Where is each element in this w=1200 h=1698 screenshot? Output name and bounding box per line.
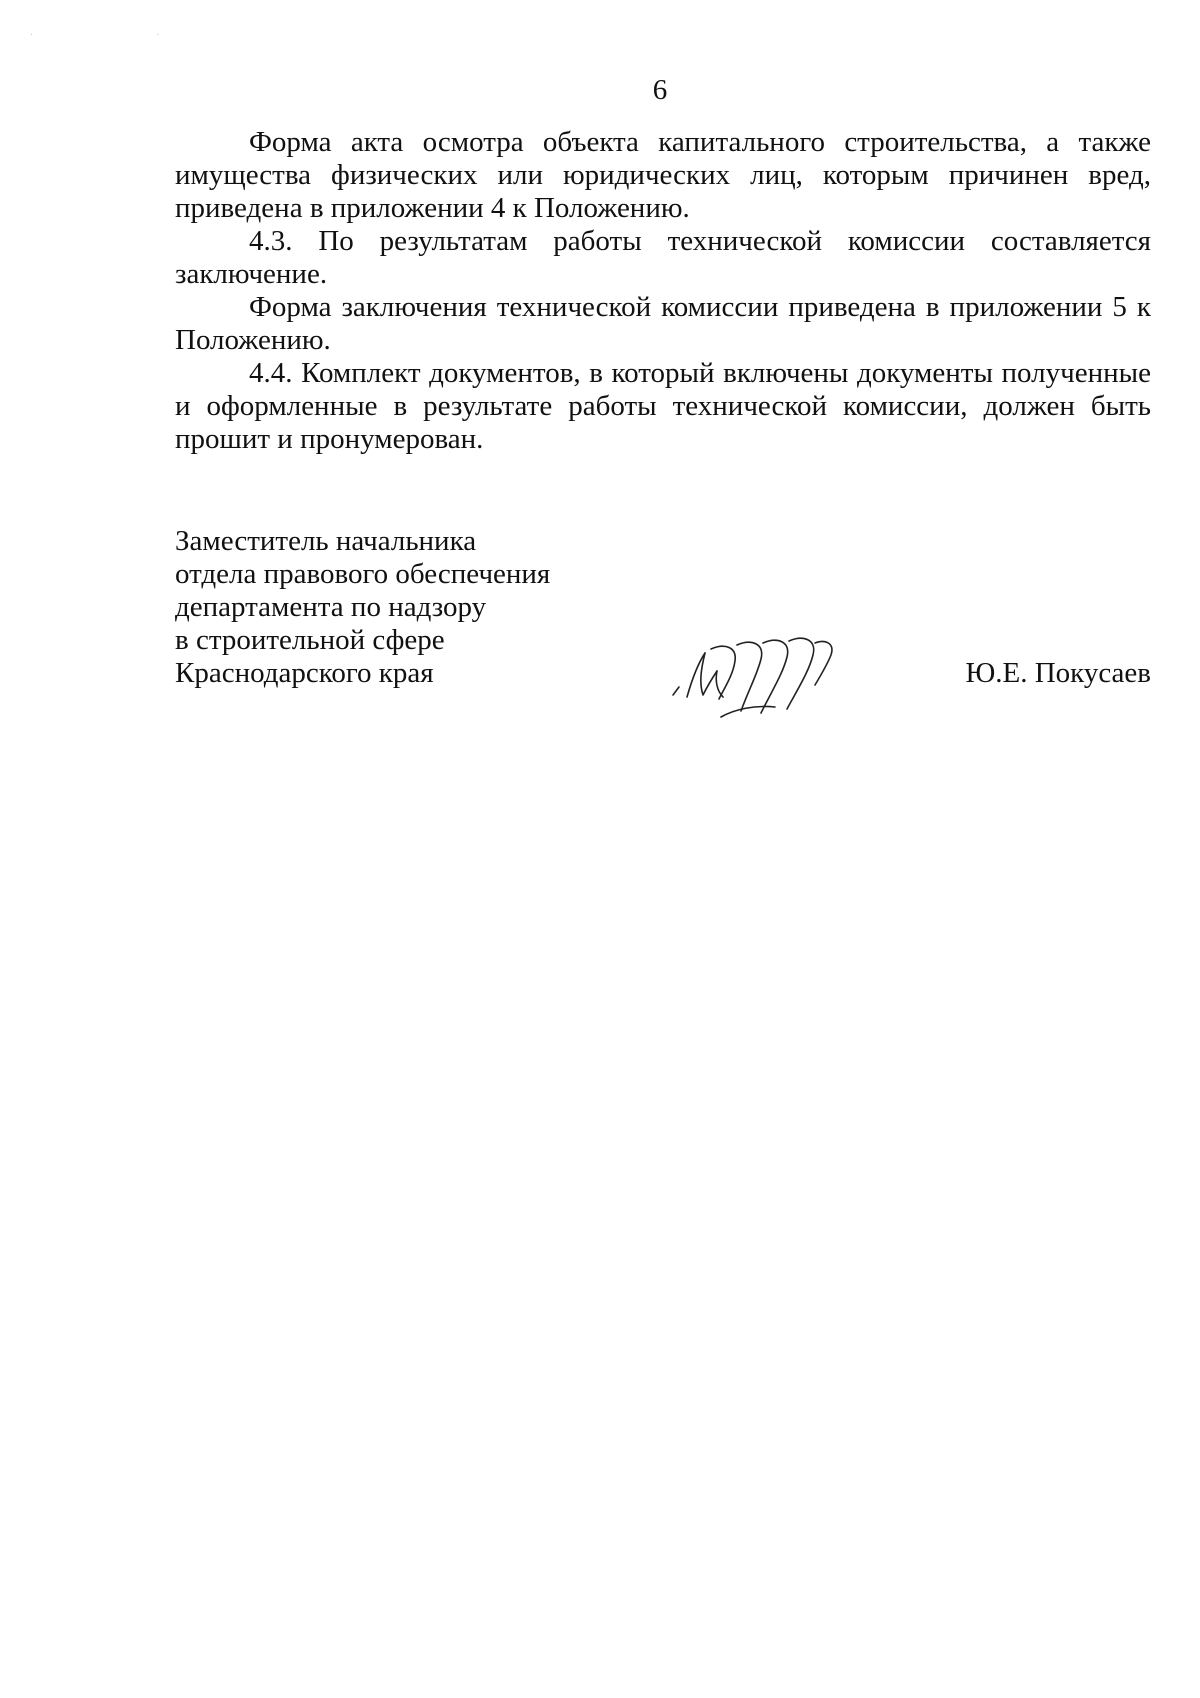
document-body <box>175 126 1151 456</box>
paragraph-conclusion-form: Форма заключения технической комиссии приведена в приложении 5 к Положению. <box>175 291 1151 356</box>
signer-position-line: в строительной сфере <box>175 624 445 656</box>
page-number: 6 <box>652 74 668 106</box>
signer-position-line: отдела правового обеспечения <box>175 558 551 590</box>
signer-position <box>175 525 550 690</box>
signer-position-line: Краснодарского края <box>175 657 434 689</box>
signer-position-line: Заместитель начальника <box>175 525 477 557</box>
signer-name: Ю.Е. Покусаев <box>965 657 1151 689</box>
paragraph-4-4: 4.4. Комплект документов, в который включены документы полученные и оформленные в результате работы технической комиссии, должен быть прошит и пронумерован. <box>175 357 1151 455</box>
signature-block <box>175 525 1151 705</box>
scan-artifact: · · <box>30 30 220 41</box>
signer-position-line: департамента по надзору <box>175 591 487 623</box>
paragraph-act-form: Форма акта осмотра объекта капитального строительства, а также имущества физических или юридических лиц, которым причинен вред, приведена в приложении 4 к Положению. <box>175 126 1151 224</box>
handwritten-signature <box>665 625 845 735</box>
paragraph-4-3: 4.3. По результатам работы технической комиссии составляется заключение. <box>175 225 1151 290</box>
